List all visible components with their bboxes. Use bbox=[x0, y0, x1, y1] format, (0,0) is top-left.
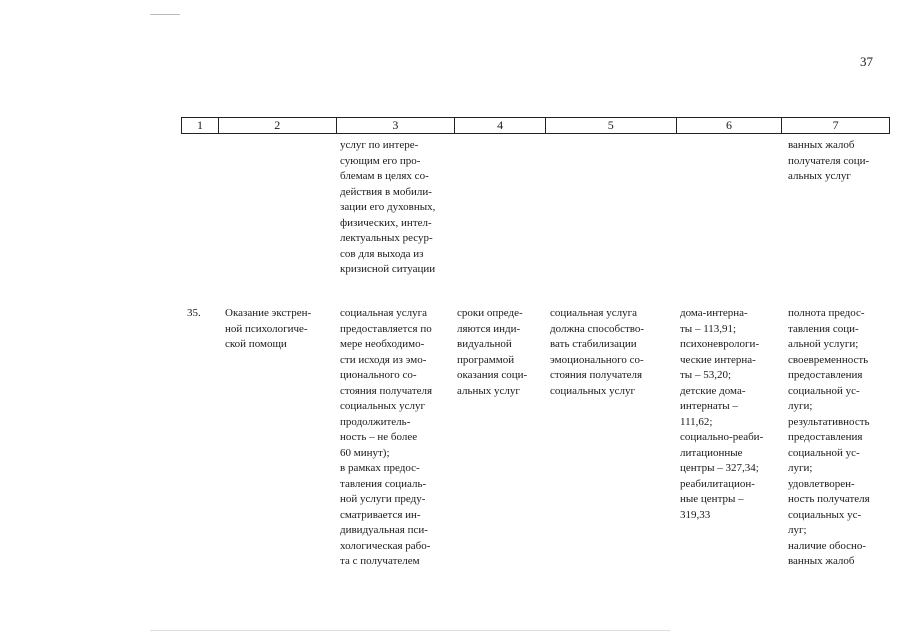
text-line: ты – 53,20; bbox=[680, 369, 732, 381]
text-line: сов для выхода из bbox=[340, 247, 424, 260]
text-line: альной услуги; bbox=[788, 338, 859, 350]
text-line: блемам в целях со- bbox=[340, 170, 429, 182]
text-line: альных услуг bbox=[457, 384, 520, 397]
text-line: видуальной bbox=[457, 338, 512, 350]
scan-artifact-top bbox=[150, 14, 180, 15]
text-line: литационные bbox=[680, 446, 743, 459]
text-line: эмоционального со- bbox=[550, 353, 644, 366]
text-line: кризисной ситуации bbox=[340, 263, 436, 275]
text-line: тавления социаль- bbox=[340, 477, 427, 490]
header-col-6: 6 bbox=[677, 118, 783, 133]
text-line: сроки опреде- bbox=[457, 307, 523, 319]
header-col-7: 7 bbox=[832, 118, 839, 132]
text-line: социальных услуг bbox=[340, 400, 426, 412]
row-35-number: 35. bbox=[187, 307, 201, 319]
text-line: социальной ус- bbox=[788, 446, 860, 459]
text-line: ванных жалоб bbox=[788, 139, 855, 151]
text-line: социальная услуга bbox=[340, 307, 427, 319]
text-line: полнота предос- bbox=[788, 307, 865, 319]
text-line: ванных жалоб bbox=[788, 555, 855, 567]
text-line: зации его духовных, bbox=[340, 201, 436, 213]
header-col-2: 2 bbox=[219, 118, 337, 133]
text-line: действия в мобили- bbox=[340, 185, 432, 198]
text-line: интернаты – bbox=[680, 400, 738, 412]
text-line: тавления соци- bbox=[788, 322, 859, 335]
row-35-terms bbox=[457, 306, 541, 399]
text-line: оказания соци- bbox=[457, 369, 528, 381]
page-number: 37 bbox=[860, 54, 873, 69]
text-line: услуг по интере- bbox=[340, 139, 419, 151]
text-line: сти исходя из эмо- bbox=[340, 353, 427, 366]
text-line: ные центры – bbox=[680, 493, 744, 505]
text-line: стояния получателя bbox=[550, 369, 643, 381]
text-line: луг; bbox=[788, 524, 807, 536]
text-line: луги; bbox=[788, 462, 813, 474]
text-line: 60 минут); bbox=[340, 446, 390, 459]
text-line: реабилитацион- bbox=[680, 477, 755, 490]
text-line: своевременность bbox=[788, 353, 869, 366]
text-line: ционального со- bbox=[340, 369, 417, 381]
text-line: дивидуальная пси- bbox=[340, 524, 428, 536]
text-line: должна способство- bbox=[550, 322, 645, 335]
text-line: предоставления bbox=[788, 431, 863, 443]
text-line: сматривается ин- bbox=[340, 508, 421, 521]
row-35-standard bbox=[550, 306, 670, 399]
text-line: ской помощи bbox=[225, 338, 287, 350]
text-line: ность – не более bbox=[340, 431, 418, 443]
text-line: программой bbox=[457, 353, 515, 366]
text-line: стояния получателя bbox=[340, 384, 433, 397]
text-line: удовлетворен- bbox=[788, 477, 855, 490]
text-line: вать стабилизации bbox=[550, 338, 637, 350]
text-line: альных услуг bbox=[788, 170, 851, 182]
text-line: ляются инди- bbox=[457, 322, 521, 335]
table-header-row bbox=[181, 117, 890, 134]
header-col-4: 4 bbox=[455, 118, 546, 133]
text-line: ной услуги преду- bbox=[340, 493, 426, 505]
text-line: предоставления bbox=[788, 369, 863, 381]
text-line: психоневрологи- bbox=[680, 338, 760, 350]
row-35-quality-indicators bbox=[788, 306, 885, 570]
text-line: продолжитель- bbox=[340, 415, 411, 428]
prev-row-col3 bbox=[340, 138, 447, 278]
text-line: ты – 113,91; bbox=[680, 322, 737, 335]
text-line: детские дома- bbox=[680, 384, 746, 397]
prev-row-col7 bbox=[788, 138, 885, 185]
text-line: предоставляется по bbox=[340, 322, 432, 335]
text-line: 319,33 bbox=[680, 508, 711, 521]
text-line: ческие интерна- bbox=[680, 353, 756, 366]
text-line: социальных услуг bbox=[550, 384, 636, 397]
text-line: сующим его про- bbox=[340, 154, 421, 167]
text-line: социально-реаби- bbox=[680, 431, 764, 443]
text-line: в рамках предос- bbox=[340, 462, 420, 474]
text-line: дома-интерна- bbox=[680, 307, 748, 319]
row-35-tariffs bbox=[680, 306, 776, 523]
row-35-service-description bbox=[340, 306, 447, 570]
text-line: ной психологиче- bbox=[225, 322, 308, 335]
text-line: социальная услуга bbox=[550, 307, 637, 319]
text-line: социальной ус- bbox=[788, 384, 860, 397]
header-col-3: 3 bbox=[337, 118, 456, 133]
text-line: мере необходимо- bbox=[340, 338, 425, 350]
text-line: лектуальных ресур- bbox=[340, 232, 433, 244]
text-line: та с получателем bbox=[340, 555, 420, 567]
text-line: ность получателя bbox=[788, 493, 870, 505]
text-line: луги; bbox=[788, 400, 813, 412]
text-line: социальных ус- bbox=[788, 508, 862, 521]
row-35-service-name bbox=[225, 306, 329, 353]
text-line: 111,62; bbox=[680, 415, 713, 428]
text-line: получателя соци- bbox=[788, 154, 870, 167]
text-line: физических, интел- bbox=[340, 216, 432, 229]
header-col-5: 5 bbox=[546, 118, 677, 133]
text-line: наличие обосно- bbox=[788, 539, 867, 552]
text-line: результативность bbox=[788, 415, 870, 428]
text-line: Оказание экстрен- bbox=[225, 307, 312, 319]
text-line: хологическая рабо- bbox=[340, 539, 431, 552]
header-col-1: 1 bbox=[182, 118, 219, 133]
text-line: центры – 327,34; bbox=[680, 462, 759, 474]
scan-artifact-bottom bbox=[150, 630, 670, 631]
